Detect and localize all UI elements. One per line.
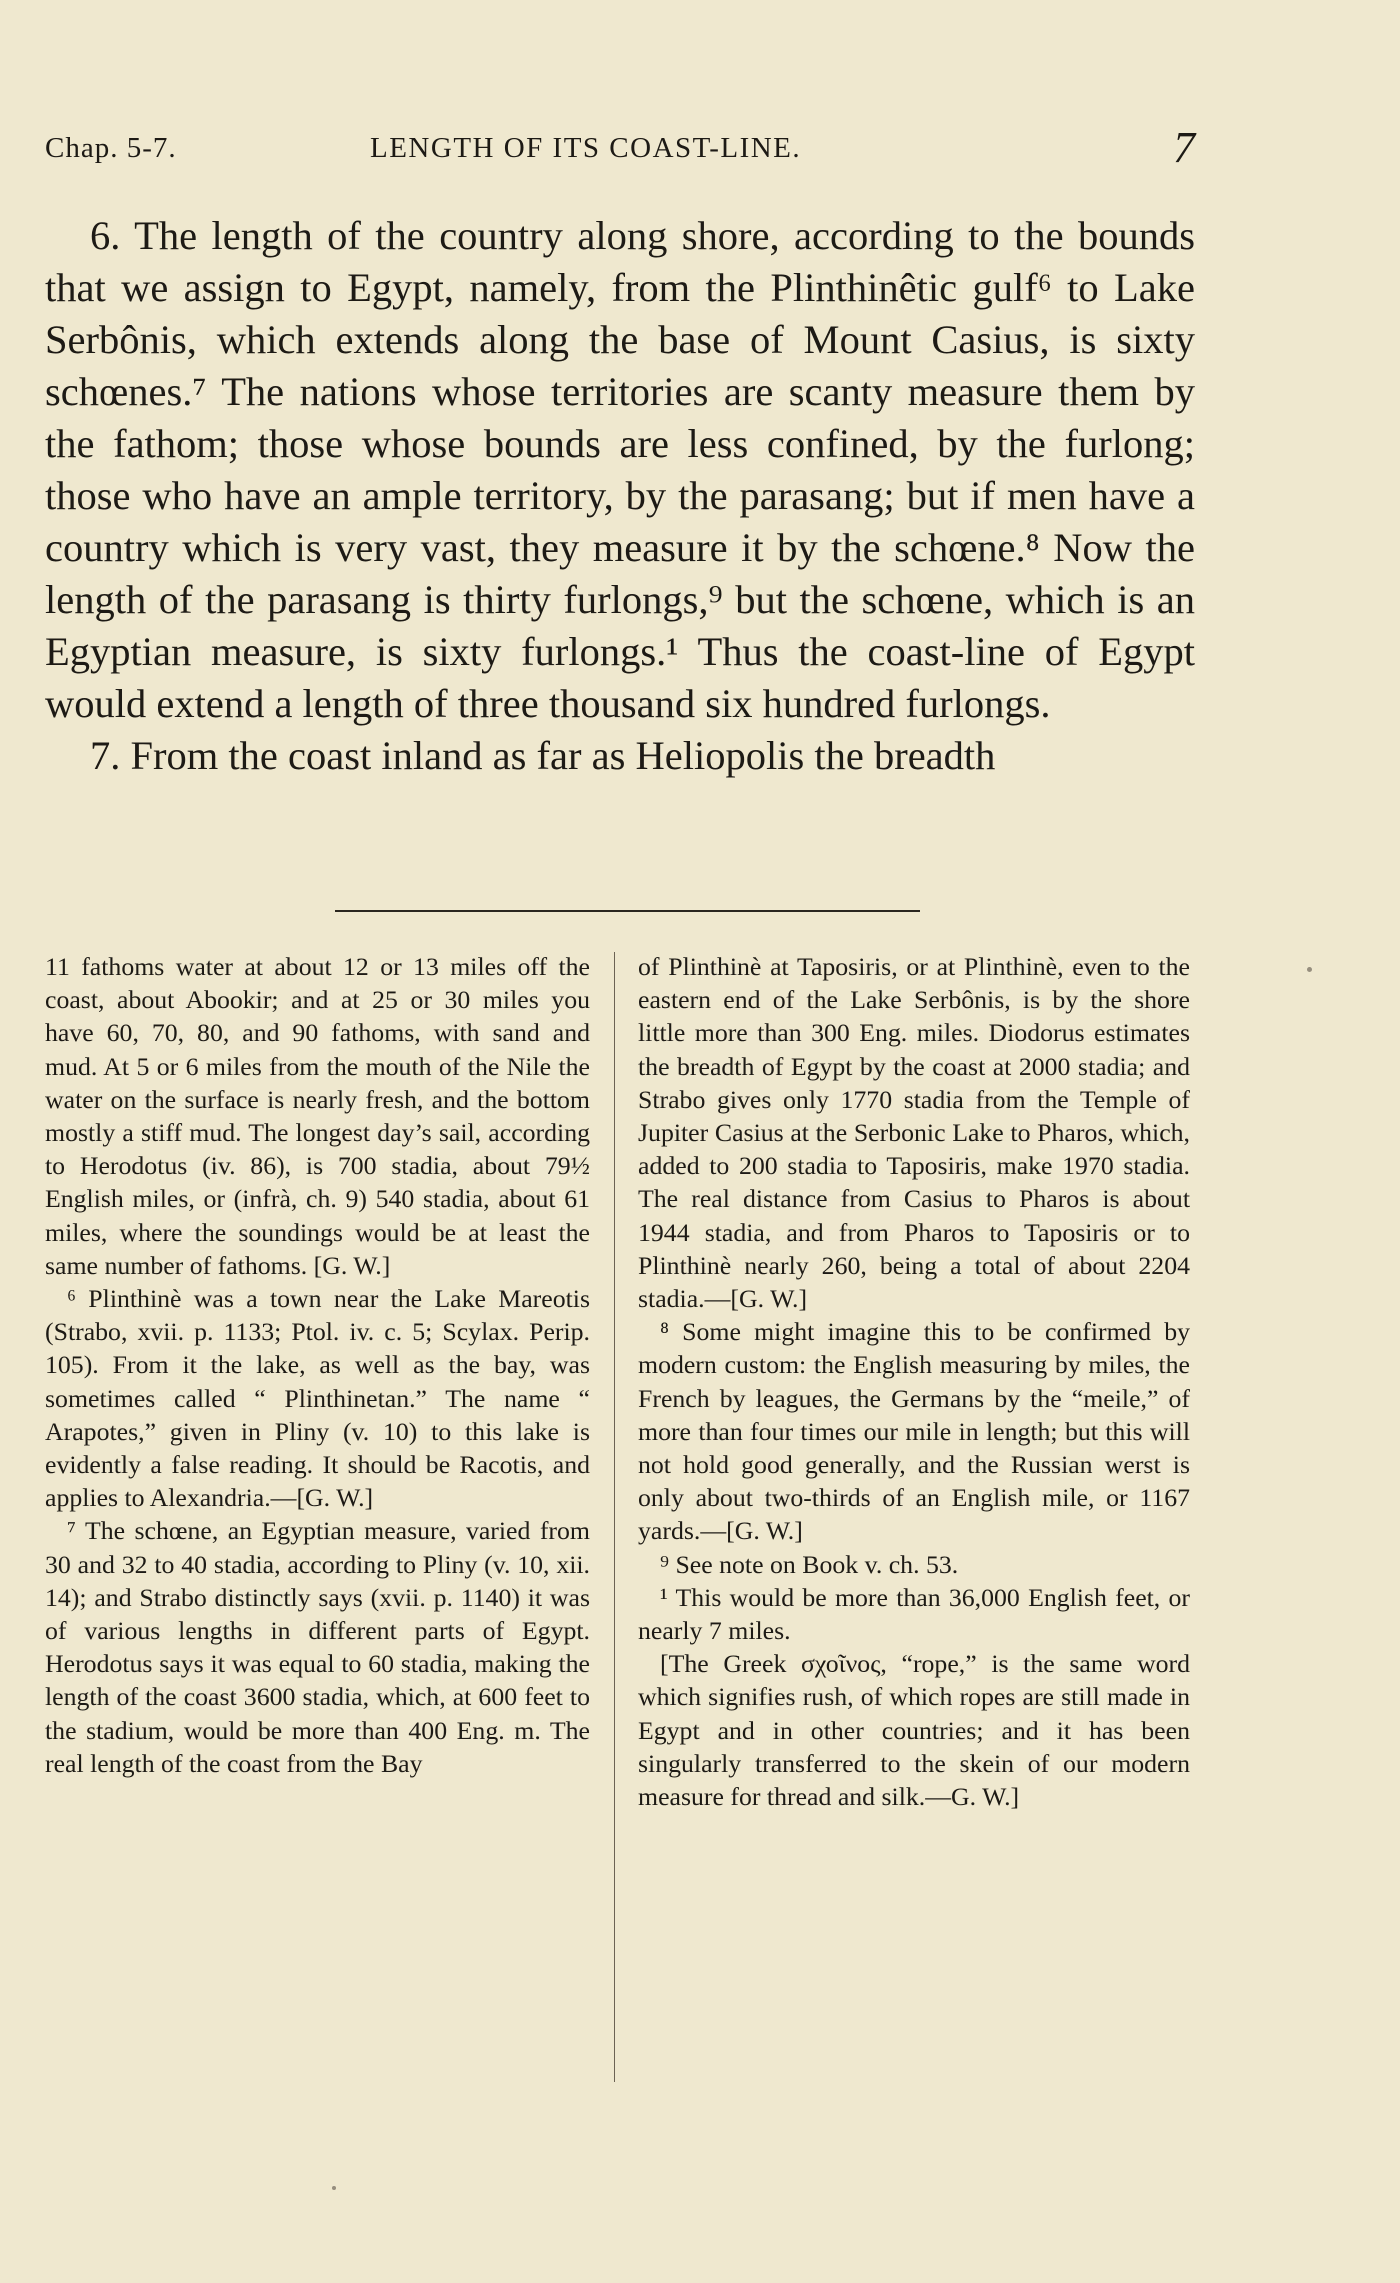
running-title: LENGTH OF ITS COAST-LINE. [370,132,802,164]
footnote-1: ¹ This would be more than 36,000 English feet, or nearly 7 miles. [638,1582,1190,1646]
paper-speck [1307,967,1312,972]
footnote-continuation: 11 fathoms water at about 12 or 13 miles off the coast, about Abookir; and at 25 or 30 miles you have 60, 70, 80, and 90 fathoms, with sand and mud. At 5 or 6 miles from the mouth of the Nile the water on the surface is nearly fresh, and the bottom mostly a stiff mud. The longest day’s sail, according to Herodotus (iv. 86), is 700 stadia, about 79½ English miles, or (infrà, ch. 9) 540 stadia, about 61 miles, where the soundings would be at least the same number of fathoms. [G. W.] [45,952,590,1280]
footnote-separator-rule [335,910,920,912]
footnote-7-continuation: of Plinthinè at Taposiris, or at Plinthinè, even to the eastern end of the Lake Serbônis, is by the shore little more than 300 Eng. miles. Diodorus estimates the breadth of Egypt by the coast at 2000 stadia; and Strabo gives only 1770 stadia from the Temple of Jupiter Casius at the Serbonic Lake to Pharos, which, added to 200 stadia to Taposiris, make 1970 stadia. The real distance from Casius to Pharos is about 1944 stadia, and from Pharos to Taposiris or to Plinthinè nearly 260, being a total of about 2204 stadia.—[G. W.] [638,952,1190,1314]
main-text [45,210,1195,782]
chapter-reference: Chap. 5-7. [45,132,177,164]
footnote-7: ⁷ The schœne, an Egyptian measure, varied from 30 and 32 to 40 stadia, according to Pliny (v. 10, xii. 14); and Strabo distinctly says (xvii. p. 1140) it was of various lengths in different parts of Egypt. Herodotus says it was equal to 60 stadia, making the length of the coast 3600 stadia, which, at 600 feet to the stadium, would be more than 400 Eng. m. The real length of the coast from the Bay [45,1516,590,1778]
footnote-bracketed-note: [The Greek σχοῖνος, “rope,” is the same word which signifies rush, of which ropes are still made in Egypt and in other countries; and it has been singularly transferred to the skein of our modern measure for thread and silk.—G. W.] [638,1649,1190,1812]
footnote-6: ⁶ Plinthinè was a town near the Lake Mareotis (Strabo, xvii. p. 1133; Ptol. iv. c. 5; Scylax. Perip. 105). From it the lake, as well as the bay, was sometimes called “ Plinthinetan.” The name “ Arapotes,” given in Pliny (v. 10) to this lake is evidently a false reading. It should be Racotis, and applies to Alexandria.—[G. W.] [45,1284,590,1513]
paragraph-6: 6. The length of the country along shore, according to the bounds that we assign to Egypt, namely, from the Plinthinêtic gulf⁶ to Lake Serbônis, which extends along the base of Mount Casius, is sixty schœnes.⁷ The nations whose territories are scanty measure them by the fathom; those whose bounds are less confined, by the furlong; those who have an ample territory, by the parasang; but if men have a country which is very vast, they measure it by the schœne.⁸ Now the length of the parasang is thirty furlongs,⁹ but the schœne, which is an Egyptian measure, is sixty furlongs.¹ Thus the coast-line of Egypt would extend a length of three thousand six hundred furlongs. [45,213,1195,726]
footnote-9: ⁹ See note on Book v. ch. 53. [660,1549,959,1579]
column-divider [614,952,615,2082]
paragraph-7: 7. From the coast inland as far as Heliopolis the breadth [90,733,996,778]
footnotes-right-column [638,950,1190,1813]
footnote-8: ⁸ Some might imagine this to be confirmed by modern custom: the English measuring by miles, the French by leagues, the Germans by the “meile,” of more than four times our mile in length; but this will not hold good generally, and the Russian werst is only about two-thirds of an English mile, or 1167 yards.—[G. W.] [638,1317,1190,1546]
page-number: 7 [1173,123,1195,172]
paper-speck [332,2186,336,2190]
footnotes-left-column [45,950,590,1780]
running-header [45,123,1195,188]
